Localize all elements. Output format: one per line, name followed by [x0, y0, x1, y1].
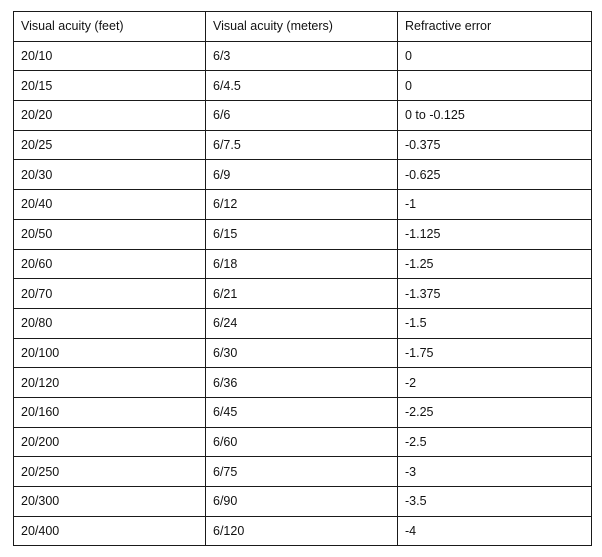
cell-refractive-error: -0.375 [398, 130, 592, 160]
cell-feet: 20/15 [14, 71, 206, 101]
cell-meters: 6/12 [206, 190, 398, 220]
cell-meters: 6/4.5 [206, 71, 398, 101]
cell-refractive-error: 0 to -0.125 [398, 101, 592, 131]
visual-acuity-table [13, 11, 592, 546]
table-row [14, 101, 592, 131]
cell-meters: 6/60 [206, 427, 398, 457]
table-row [14, 308, 592, 338]
table-row [14, 516, 592, 546]
cell-feet: 20/30 [14, 160, 206, 190]
cell-feet: 20/250 [14, 457, 206, 487]
cell-meters: 6/21 [206, 279, 398, 309]
cell-refractive-error: -1.75 [398, 338, 592, 368]
cell-meters: 6/90 [206, 487, 398, 517]
cell-feet: 20/400 [14, 516, 206, 546]
cell-feet: 20/60 [14, 249, 206, 279]
cell-feet: 20/120 [14, 368, 206, 398]
cell-meters: 6/9 [206, 160, 398, 190]
header-row [14, 12, 592, 42]
cell-feet: 20/40 [14, 190, 206, 220]
cell-refractive-error: -2.25 [398, 397, 592, 427]
cell-refractive-error: -2.5 [398, 427, 592, 457]
cell-meters: 6/7.5 [206, 130, 398, 160]
cell-feet: 20/10 [14, 41, 206, 71]
table-row [14, 457, 592, 487]
cell-refractive-error: 0 [398, 41, 592, 71]
cell-feet: 20/70 [14, 279, 206, 309]
cell-feet: 20/300 [14, 487, 206, 517]
cell-refractive-error: -1.25 [398, 249, 592, 279]
cell-meters: 6/75 [206, 457, 398, 487]
cell-refractive-error: -3 [398, 457, 592, 487]
table-row [14, 397, 592, 427]
table-row [14, 71, 592, 101]
cell-feet: 20/80 [14, 308, 206, 338]
cell-feet: 20/100 [14, 338, 206, 368]
cell-feet: 20/200 [14, 427, 206, 457]
table-row [14, 130, 592, 160]
cell-meters: 6/6 [206, 101, 398, 131]
table-row [14, 41, 592, 71]
table-row [14, 190, 592, 220]
cell-refractive-error: -2 [398, 368, 592, 398]
cell-meters: 6/120 [206, 516, 398, 546]
table-row [14, 338, 592, 368]
header-feet: Visual acuity (feet) [14, 12, 206, 42]
table-row [14, 427, 592, 457]
cell-feet: 20/20 [14, 101, 206, 131]
table-body [14, 41, 592, 546]
cell-feet: 20/50 [14, 219, 206, 249]
cell-refractive-error: -0.625 [398, 160, 592, 190]
cell-refractive-error: -4 [398, 516, 592, 546]
cell-feet: 20/25 [14, 130, 206, 160]
cell-meters: 6/45 [206, 397, 398, 427]
table-row [14, 219, 592, 249]
cell-meters: 6/3 [206, 41, 398, 71]
cell-meters: 6/18 [206, 249, 398, 279]
header-refractive-error: Refractive error [398, 12, 592, 42]
table-header [14, 12, 592, 42]
cell-refractive-error: -1.125 [398, 219, 592, 249]
cell-meters: 6/15 [206, 219, 398, 249]
table-row [14, 487, 592, 517]
table-row [14, 249, 592, 279]
cell-meters: 6/36 [206, 368, 398, 398]
table-row [14, 368, 592, 398]
cell-feet: 20/160 [14, 397, 206, 427]
cell-refractive-error: -1.375 [398, 279, 592, 309]
header-meters: Visual acuity (meters) [206, 12, 398, 42]
cell-meters: 6/24 [206, 308, 398, 338]
cell-refractive-error: -3.5 [398, 487, 592, 517]
table-row [14, 160, 592, 190]
table-row [14, 279, 592, 309]
cell-refractive-error: -1.5 [398, 308, 592, 338]
cell-meters: 6/30 [206, 338, 398, 368]
cell-refractive-error: -1 [398, 190, 592, 220]
cell-refractive-error: 0 [398, 71, 592, 101]
